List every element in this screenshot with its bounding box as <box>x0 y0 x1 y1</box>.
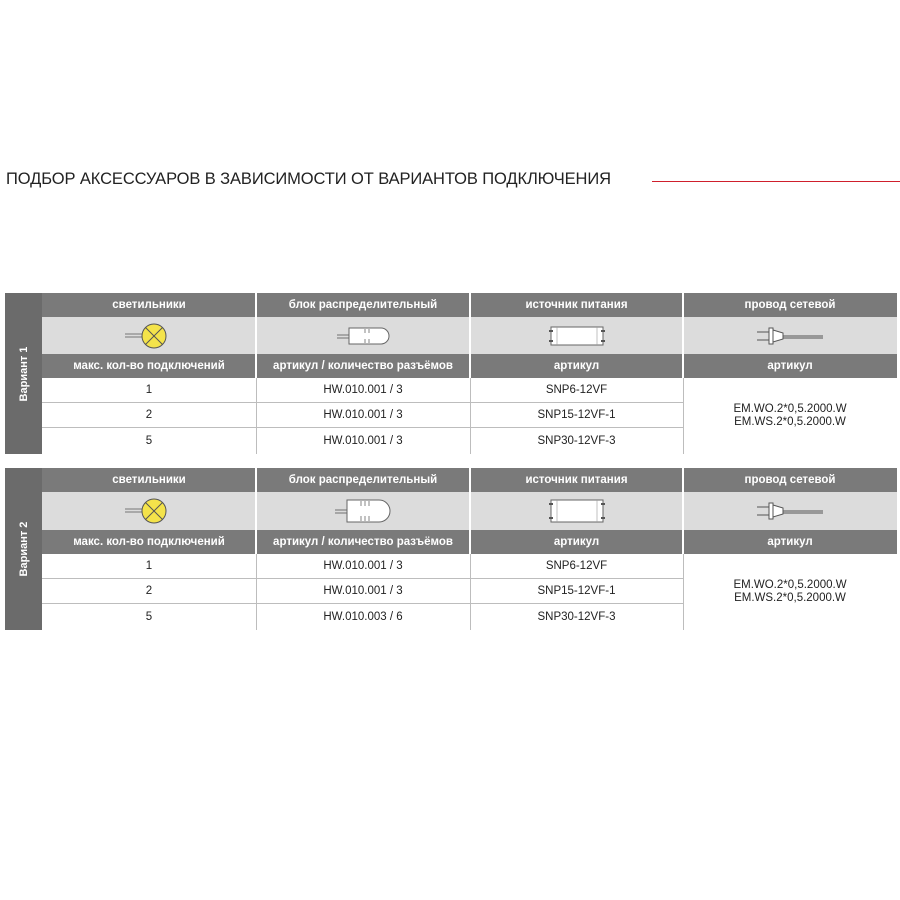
row-2-box: HW.010.001 / 3 <box>256 579 470 604</box>
row-1-psu: SNP6-12VF <box>470 554 683 579</box>
title-accent-line <box>652 181 900 182</box>
subheader-cable-article: артикул <box>683 354 897 378</box>
variant-2-sidebar <box>5 468 42 630</box>
header-lamps: светильники <box>42 293 256 317</box>
row-1-count: 1 <box>42 554 256 579</box>
cable-article-wo: EM.WO.2*0,5.2000.W <box>733 403 847 415</box>
subheader-max-connections: макс. кол-во подключений <box>42 354 256 378</box>
row-1-count: 1 <box>42 378 256 403</box>
power-cable-image-cell <box>683 317 897 354</box>
column-divider <box>256 378 257 454</box>
header-power-supply: источник питания <box>470 293 683 317</box>
cable-articles <box>683 554 897 630</box>
power-supply-icon <box>547 323 607 349</box>
header-lamps: светильники <box>42 468 256 492</box>
row-3-psu: SNP30-12VF-3 <box>470 428 683 454</box>
column-divider <box>470 378 471 454</box>
cable-article-ws: EM.WS.2*0,5.2000.W <box>734 592 846 604</box>
row-1-box: HW.010.001 / 3 <box>256 554 470 579</box>
subheader-psu-article: артикул <box>470 354 683 378</box>
column-divider <box>469 293 471 378</box>
subheader-article-connectors: артикул / количество разъёмов <box>256 354 470 378</box>
subheader-cable-article: артикул <box>683 530 897 554</box>
subheader-article-connectors: артикул / количество разъёмов <box>256 530 470 554</box>
header-junction-box: блок распределительный <box>256 468 470 492</box>
power-plug-icon <box>755 498 825 524</box>
row-2-count: 2 <box>42 579 256 604</box>
row-2-count: 2 <box>42 403 256 428</box>
junction-box-image-cell <box>256 492 470 530</box>
junction-box-icon <box>333 496 393 526</box>
power-plug-icon <box>755 323 825 349</box>
row-3-box: HW.010.003 / 6 <box>256 604 470 630</box>
header-power-supply: источник питания <box>470 468 683 492</box>
power-supply-icon <box>547 497 607 525</box>
subheader-max-connections: макс. кол-во подключений <box>42 530 256 554</box>
power-supply-image-cell <box>470 317 683 354</box>
variant-1-table <box>5 293 897 454</box>
row-3-count: 5 <box>42 428 256 454</box>
junction-box-icon <box>335 322 391 350</box>
column-divider <box>683 378 684 454</box>
column-divider <box>255 468 257 554</box>
row-1-psu: SNP6-12VF <box>470 378 683 403</box>
lamp-image-cell <box>42 317 256 354</box>
variant-2-label: Вариант 2 <box>17 521 30 577</box>
column-divider <box>682 468 684 554</box>
header-junction-box: блок распределительный <box>256 293 470 317</box>
variant-1-label: Вариант 1 <box>17 346 30 401</box>
header-power-cable: провод сетевой <box>683 468 897 492</box>
row-3-count: 5 <box>42 604 256 630</box>
column-divider <box>682 293 684 378</box>
row-3-psu: SNP30-12VF-3 <box>470 604 683 630</box>
page-header <box>6 168 896 192</box>
variant-2-table <box>5 468 897 630</box>
column-divider <box>256 554 257 630</box>
row-3-box: HW.010.001 / 3 <box>256 428 470 454</box>
power-supply-image-cell <box>470 492 683 530</box>
column-divider <box>683 554 684 630</box>
column-divider <box>470 554 471 630</box>
page-title: ПОДБОР АКСЕССУАРОВ В ЗАВИСИМОСТИ ОТ ВАРИАНТОВ ПОДКЛЮЧЕНИЯ <box>6 170 611 188</box>
cable-article-wo: EM.WO.2*0,5.2000.W <box>733 579 847 591</box>
lamp-image-cell <box>42 492 256 530</box>
row-2-psu: SNP15-12VF-1 <box>470 579 683 604</box>
variant-1-sidebar <box>5 293 42 454</box>
lamp-icon <box>123 497 175 525</box>
cable-article-ws: EM.WS.2*0,5.2000.W <box>734 416 846 428</box>
power-cable-image-cell <box>683 492 897 530</box>
row-2-box: HW.010.001 / 3 <box>256 403 470 428</box>
cable-articles <box>683 378 897 454</box>
variant-2-grid <box>42 468 897 630</box>
row-2-psu: SNP15-12VF-1 <box>470 403 683 428</box>
variant-1-grid <box>42 293 897 454</box>
lamp-icon <box>123 322 175 350</box>
row-1-box: HW.010.001 / 3 <box>256 378 470 403</box>
column-divider <box>255 293 257 378</box>
column-divider <box>469 468 471 554</box>
header-power-cable: провод сетевой <box>683 293 897 317</box>
junction-box-image-cell <box>256 317 470 354</box>
subheader-psu-article: артикул <box>470 530 683 554</box>
